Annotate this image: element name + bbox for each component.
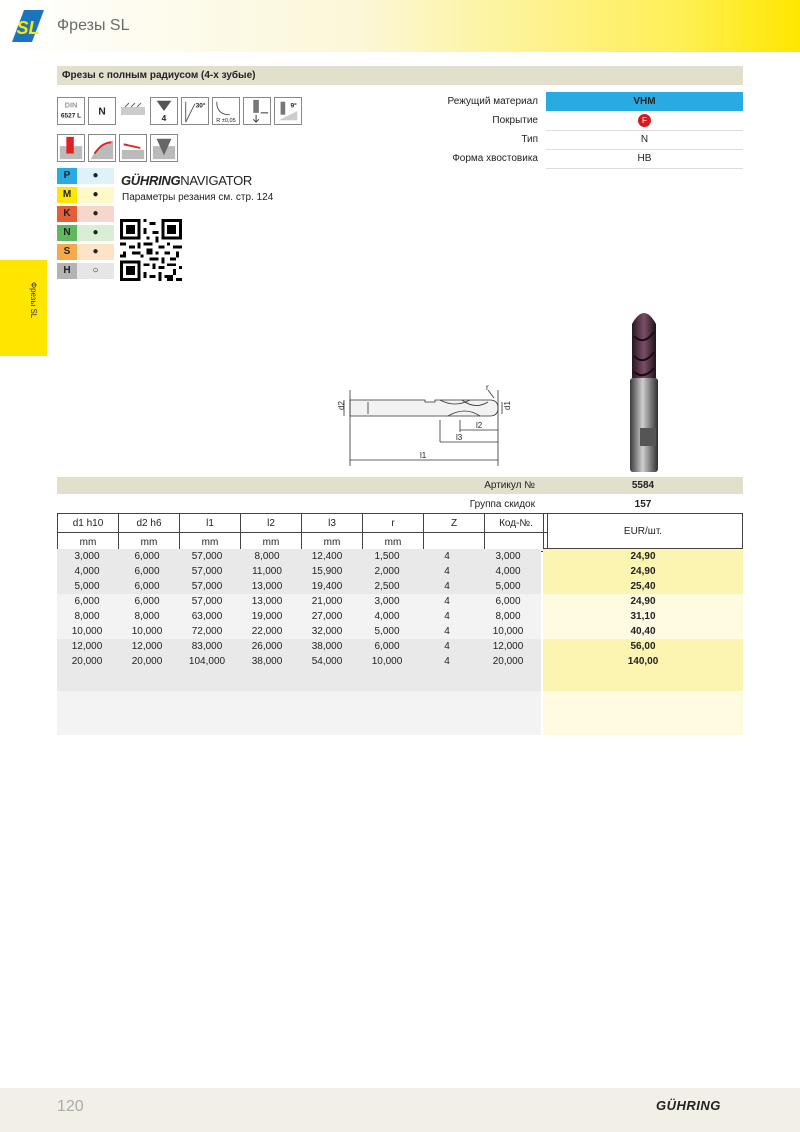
table-cell: 57,000 (191, 581, 223, 592)
table-cell: 38,000 (251, 656, 283, 667)
table-cell: 10,000 (371, 656, 403, 667)
table-cell: 6,000 (134, 581, 160, 592)
table-cell: 6,000 (134, 551, 160, 562)
table-cell: 12,000 (71, 641, 103, 652)
table-row-group (57, 639, 541, 691)
table-cell: 38,000 (311, 641, 343, 652)
table-cell: 19,000 (251, 611, 283, 622)
cutting-params-note: Параметры резания см. стр. 124 (122, 192, 274, 203)
table-cell: 15,900 (311, 566, 343, 577)
table-cell: 8,000 (495, 611, 521, 622)
coating-badge-value: F (638, 114, 651, 127)
material-row-n (57, 225, 114, 241)
page-number: 120 (57, 1098, 84, 1115)
price-cell: 24,90 (630, 551, 656, 562)
slot-milling-icon (57, 134, 85, 162)
table-cell: 20,000 (131, 656, 163, 667)
svg-text:4: 4 (161, 113, 167, 124)
table-row-group (57, 594, 541, 639)
column-unit: mm (180, 533, 241, 552)
table-row-group (57, 549, 541, 594)
table-cell: 2,000 (374, 566, 400, 577)
property-value: N (546, 130, 743, 150)
price-column-header: EUR/шт. (543, 513, 743, 549)
table-cell: 3,000 (74, 551, 100, 562)
table-cell: 20,000 (71, 656, 103, 667)
table-cell: 4 (444, 551, 450, 562)
price-table-body (543, 549, 743, 735)
din-standard-icon (57, 97, 85, 125)
column-header: l3 (302, 514, 363, 533)
column-header: l1 (180, 514, 241, 533)
navigator-product: NAVIGATOR (180, 173, 252, 188)
table-cell: 26,000 (251, 641, 283, 652)
price-row-group (543, 594, 743, 639)
section-side-tab[interactable] (0, 260, 47, 356)
table-cell: 13,000 (251, 596, 283, 607)
material-code: H (57, 263, 77, 279)
svg-text:r: r (486, 383, 489, 392)
table-cell: 83,000 (191, 641, 223, 652)
material-code: K (57, 206, 77, 222)
table-cell: 2,500 (374, 581, 400, 592)
table-cell: 22,000 (251, 626, 283, 637)
table-row[interactable] (57, 564, 541, 579)
table-cell: 27,000 (311, 611, 343, 622)
svg-text:l2: l2 (476, 421, 483, 430)
table-cell: 20,000 (492, 656, 524, 667)
tool-technical-drawing (330, 380, 510, 470)
price-cell: 56,00 (630, 641, 656, 652)
table-cell: 4 (444, 566, 450, 577)
table-row[interactable] (57, 624, 541, 639)
property-label: Форма хвостовика (452, 153, 538, 164)
svg-text:d1: d1 (503, 401, 512, 410)
column-unit: mm (302, 533, 363, 552)
table-cell: 4,000 (74, 566, 100, 577)
column-header: d2 h6 (119, 514, 180, 533)
table-cell: 72,000 (191, 626, 223, 637)
table-row[interactable] (57, 594, 541, 609)
table-row[interactable] (57, 549, 541, 564)
property-row (410, 92, 743, 111)
material-row-s (57, 244, 114, 260)
page-title: Фрезы SL (57, 17, 130, 34)
price-row-group (543, 549, 743, 594)
price-cell: 40,40 (630, 626, 656, 637)
svg-text:6527 L: 6527 L (60, 112, 82, 120)
dimensions-table-header (57, 513, 548, 552)
material-code: N (57, 225, 77, 241)
table-cell: 1,500 (374, 551, 400, 562)
price-cell: 25,40 (630, 581, 656, 592)
column-header: Z (424, 514, 485, 533)
material-code: M (57, 187, 77, 203)
table-row[interactable] (57, 639, 541, 654)
price-cell: 140,00 (627, 656, 659, 667)
property-label: Тип (521, 134, 538, 145)
plunge-icon (243, 97, 271, 125)
table-cell: 4 (444, 656, 450, 667)
table-cell: 57,000 (191, 566, 223, 577)
property-row (410, 130, 743, 149)
property-row (410, 149, 743, 168)
material-row-h (57, 263, 114, 279)
discount-group-label: Группа скидок (469, 499, 535, 510)
table-cell: 6,000 (134, 596, 160, 607)
ramping-icon (119, 134, 147, 162)
table-cell: 12,000 (131, 641, 163, 652)
material-suitability: ● (77, 206, 114, 222)
price-cell: 24,90 (630, 566, 656, 577)
qr-code[interactable] (120, 219, 182, 281)
table-cell: 6,000 (74, 596, 100, 607)
article-number-row (57, 477, 743, 494)
column-header: d1 h10 (58, 514, 119, 533)
section-title-bar (57, 66, 743, 85)
material-row-k (57, 206, 114, 222)
footer-brand-logo: GÜHRING (656, 1098, 721, 1113)
table-cell: 4,000 (374, 611, 400, 622)
helix-angle-icon (181, 97, 209, 125)
table-cell: 11,000 (252, 566, 282, 577)
table-cell: 8,000 (74, 611, 100, 622)
discount-group-row (57, 496, 743, 513)
column-header: Код-№. (485, 514, 548, 533)
table-empty-area (57, 691, 541, 735)
radius-tolerance-icon (212, 97, 240, 125)
svg-text:l3: l3 (456, 433, 463, 442)
table-cell: 21,000 (311, 596, 343, 607)
table-cell: 3,000 (374, 596, 400, 607)
table-cell: 5,000 (74, 581, 100, 592)
svg-text:l1: l1 (420, 451, 427, 460)
column-header: l2 (241, 514, 302, 533)
property-value: VHM (546, 92, 743, 111)
table-cell: 104,000 (188, 656, 226, 667)
material-row-p (57, 168, 114, 184)
table-cell: 4 (444, 581, 450, 592)
table-cell: 32,000 (311, 626, 343, 637)
column-unit: mm (363, 533, 424, 552)
svg-text:30°: 30° (195, 102, 206, 110)
ramp-angle-icon (274, 97, 302, 125)
table-cell: 10,000 (492, 626, 524, 637)
article-number-label: Артикул № (484, 480, 535, 491)
article-number-value: 5584 (631, 480, 655, 491)
material-row-m (57, 187, 114, 203)
material-code: P (57, 168, 77, 184)
svg-text:DIN: DIN (64, 100, 78, 110)
table-row[interactable] (57, 579, 541, 594)
property-row (410, 111, 743, 130)
table-cell: 3,000 (495, 551, 521, 562)
table-cell: 4 (444, 641, 450, 652)
table-cell: 5,000 (495, 581, 521, 592)
navigator-logo (121, 173, 252, 188)
price-empty-area (543, 691, 743, 735)
material-suitability: ○ (77, 263, 114, 279)
price-row-group (543, 639, 743, 691)
table-cell: 12,000 (492, 641, 524, 652)
table-cell: 19,400 (311, 581, 343, 592)
material-suitability: ● (77, 187, 114, 203)
table-cell: 6,000 (134, 566, 160, 577)
tool-type-n-icon (88, 97, 116, 125)
table-cell: 10,000 (131, 626, 163, 637)
svg-text:R ±0,05: R ±0,05 (216, 118, 236, 125)
svg-text:SL: SL (16, 18, 40, 38)
material-suitability: ● (77, 225, 114, 241)
property-value: HB (546, 149, 743, 169)
svg-text:9°: 9° (290, 102, 297, 110)
table-cell: 12,400 (311, 551, 343, 562)
contour-milling-icon (88, 134, 116, 162)
table-cell: 4 (444, 611, 450, 622)
tool-photo (626, 306, 662, 474)
discount-group-value: 157 (634, 499, 652, 510)
property-label: Режущий материал (447, 96, 538, 107)
table-cell: 4 (444, 596, 450, 607)
navigator-brand: GÜHRING (121, 173, 181, 188)
table-cell: 5,000 (374, 626, 400, 637)
table-cell: 4,000 (495, 566, 521, 577)
column-unit: mm (119, 533, 180, 552)
table-cell: 6,000 (495, 596, 521, 607)
table-cell: 54,000 (311, 656, 343, 667)
section-title: Фрезы с полным радиусом (4-х зубые) (62, 70, 256, 81)
price-cell: 31,10 (630, 611, 656, 622)
side-tab-label: Фрезы SL (29, 282, 38, 319)
material-suitability: ● (77, 244, 114, 260)
page-header (0, 0, 800, 52)
table-cell: 6,000 (374, 641, 400, 652)
sl-logo (10, 8, 46, 44)
table-cell: 13,000 (251, 581, 283, 592)
shank-hb-icon (119, 97, 147, 125)
material-suitability: ● (77, 168, 114, 184)
flutes-icon (150, 97, 178, 125)
table-row[interactable] (57, 609, 541, 624)
table-cell: 4 (444, 626, 450, 637)
column-unit: mm (241, 533, 302, 552)
coating-badge (546, 111, 743, 131)
table-cell: 10,000 (71, 626, 103, 637)
svg-text:N: N (98, 106, 106, 118)
table-cell: 57,000 (191, 596, 223, 607)
plunging-icon (150, 134, 178, 162)
price-cell: 24,90 (630, 596, 656, 607)
property-label: Покрытие (492, 115, 538, 126)
table-cell: 8,000 (134, 611, 160, 622)
column-header: r (363, 514, 424, 533)
table-cell: 63,000 (191, 611, 223, 622)
column-unit: mm (58, 533, 119, 552)
table-cell: 8,000 (254, 551, 280, 562)
material-code: S (57, 244, 77, 260)
table-cell: 57,000 (191, 551, 223, 562)
dimensions-table-body (57, 549, 541, 735)
svg-text:d2: d2 (337, 401, 346, 410)
table-row[interactable] (57, 654, 541, 669)
